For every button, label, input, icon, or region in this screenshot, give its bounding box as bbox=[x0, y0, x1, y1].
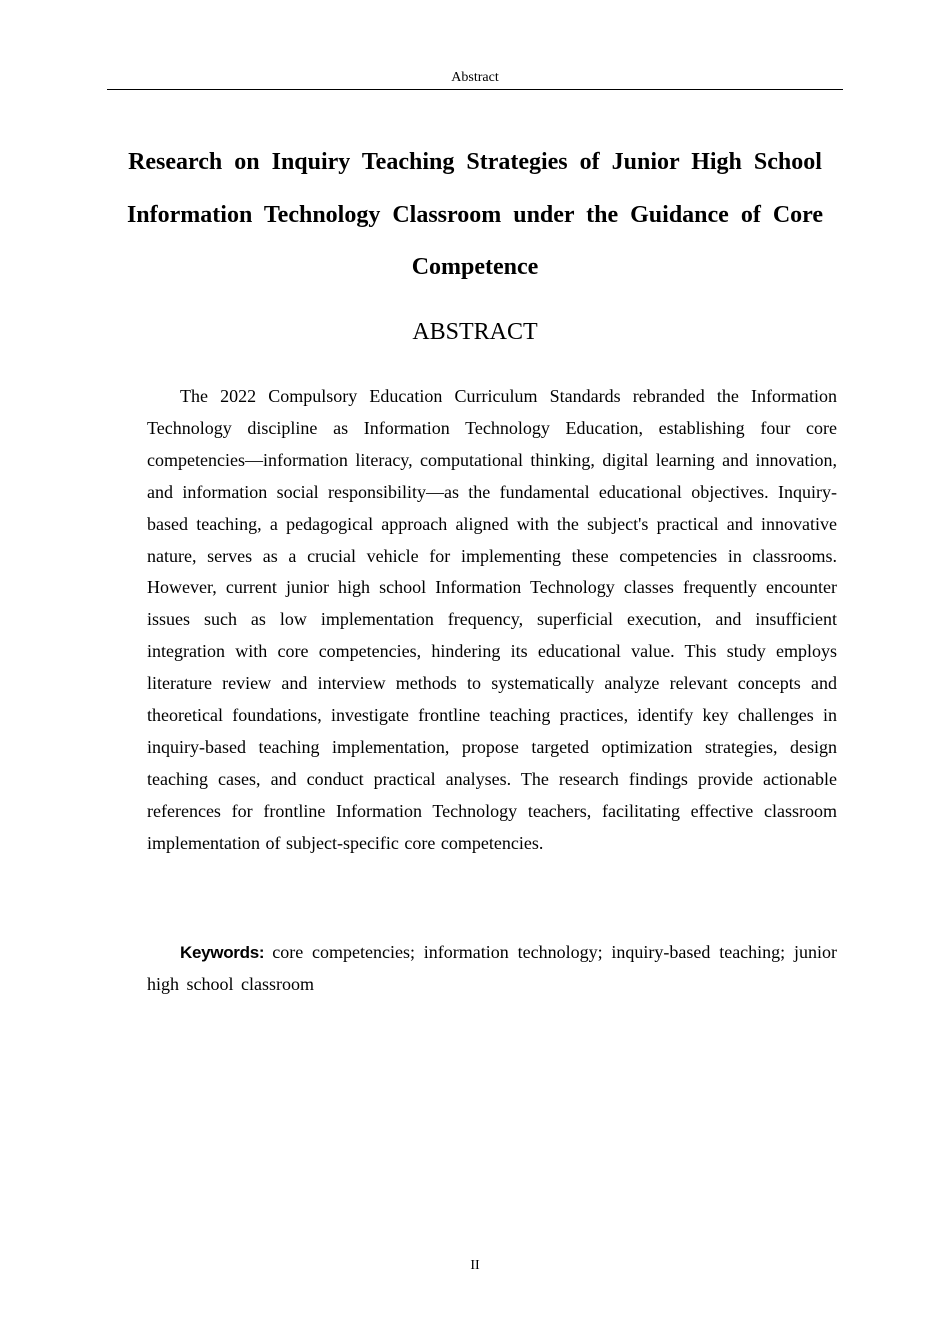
page-number: II bbox=[470, 1258, 480, 1273]
keywords-paragraph bbox=[147, 937, 837, 1001]
running-header bbox=[107, 70, 843, 90]
paper-title: Research on Inquiry Teaching Strategies of Junior High School Information Technology Classroom under the Guidance of Core Competence bbox=[126, 149, 824, 280]
keywords-label: Keywords: bbox=[180, 943, 265, 962]
abstract-body: The 2022 Compulsory Education Curriculum Standards rebranded the Information Technology discipline as Information Technology Education, establishing four core competencies—information literacy, computational thinking, digital learning and innovation, and information social responsibility—as the fundamental educational objectives. Inquiry-based teaching, a pedagogical approach aligned with the subject's practical and innovative nature, serves as a crucial vehicle for implementing these competencies in classrooms. However, current junior high school Information Technology classes frequently encounter issues such as low implementation frequency, superficial execution, and insufficient integration with core competencies, hindering its educational value. This study employs literature review and interview methods to systematically analyze relevant concepts and theoretical foundations, investigate frontline teaching practices, identify key challenges in inquiry-based teaching implementation, propose targeted optimization strategies, design teaching cases, and conduct practical analyses. The research findings provide actionable references for frontline Information Technology teachers, facilitating effective classroom implementation of subject-specific core competencies. bbox=[147, 386, 837, 853]
abstract-heading: ABSTRACT bbox=[412, 319, 538, 345]
keywords-list: core competencies; information technology; inquiry-based teaching; junior high school classroom bbox=[147, 942, 837, 994]
running-header-title: Abstract bbox=[451, 70, 499, 85]
